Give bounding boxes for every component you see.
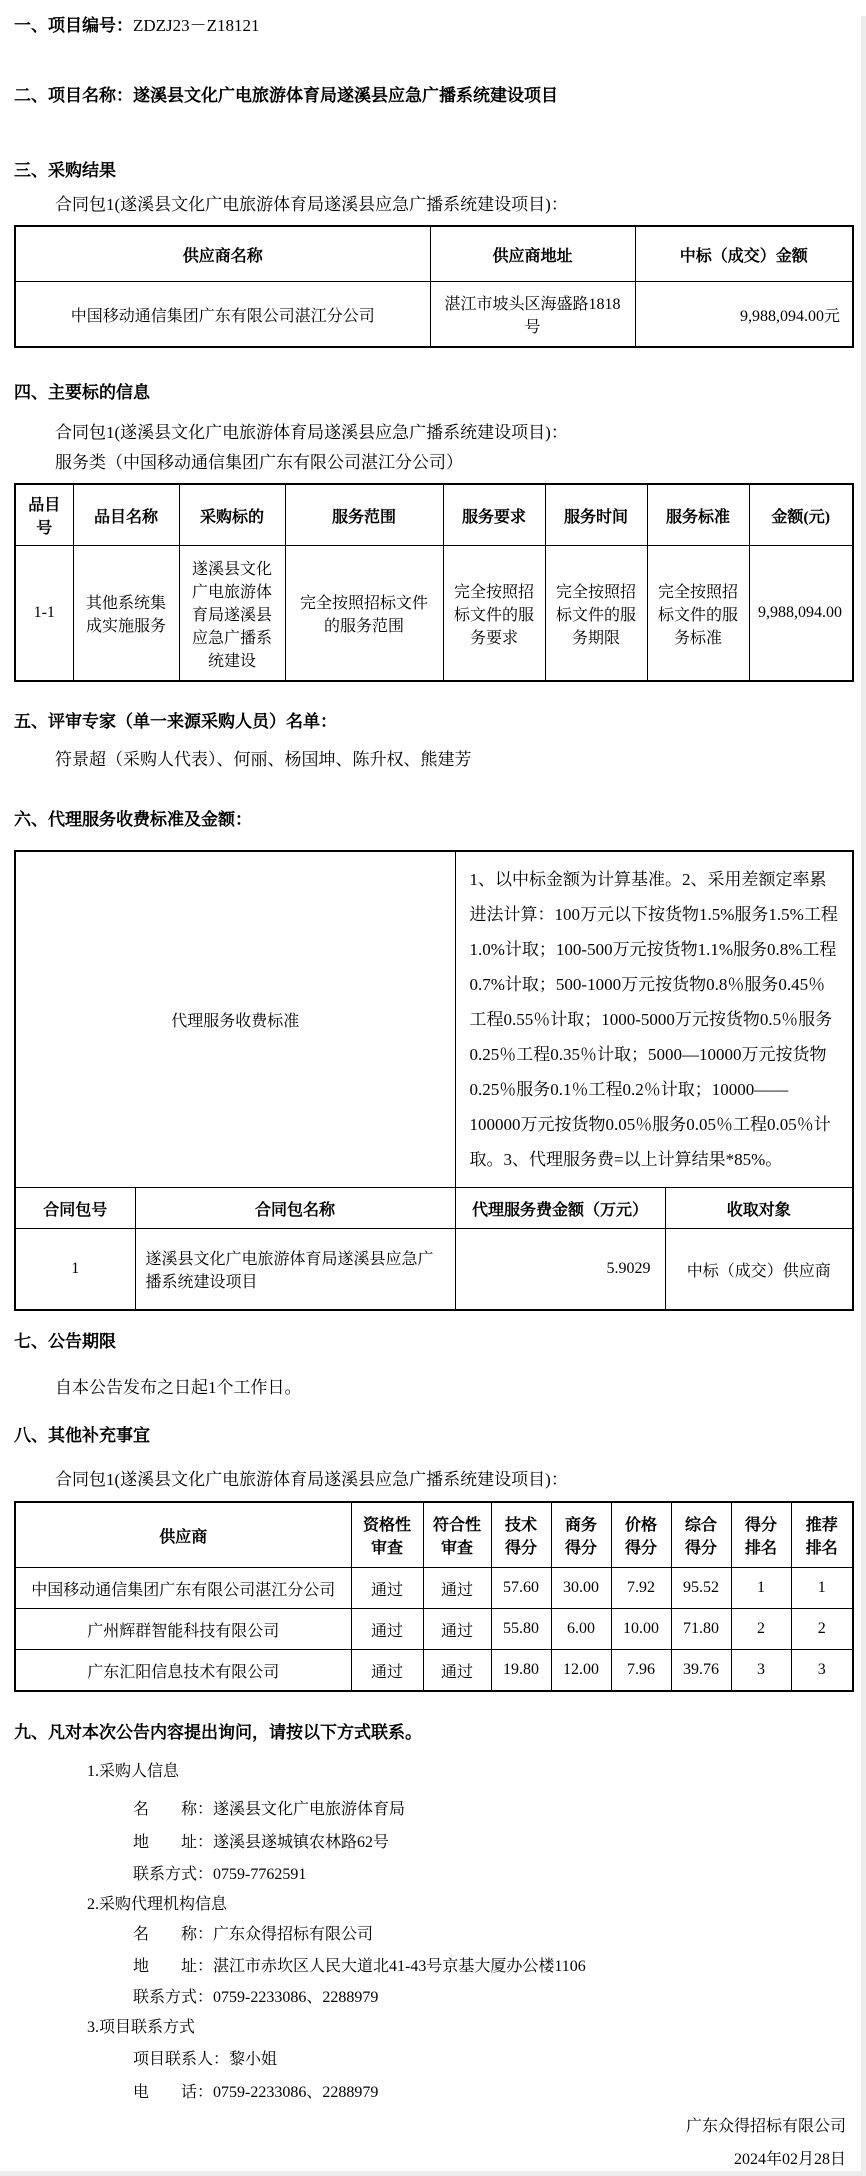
score-rank-cell: 2 — [731, 1609, 791, 1650]
recommend-rank-cell: 3 — [791, 1650, 853, 1692]
amount-header: 金额(元) — [749, 484, 853, 546]
subject-table — [14, 483, 854, 682]
service-standard-header: 服务标准 — [647, 484, 749, 546]
agency-address-value: 湛江市赤坎区人民大道北41-43号京基大厦办公楼1106 — [213, 1958, 586, 1975]
section-title-procurement-result: 三、采购结果 — [14, 161, 116, 180]
purchaser-phone-value: 0759-7762591 — [213, 1866, 307, 1883]
service-requirement-cell: 完全按照招标文件的服务要求 — [443, 546, 545, 682]
score-table-row — [15, 1650, 853, 1692]
fee-table-header-row — [15, 1188, 853, 1229]
supplier-header: 供应商 — [15, 1502, 351, 1568]
score-table-row — [15, 1568, 853, 1609]
project-phone-value: 0759-2233086、2288979 — [213, 2084, 379, 2101]
section-title-supplement: 八、其他补充事宜 — [14, 1426, 150, 1445]
supplier-name-header: 供应商名称 — [15, 226, 430, 282]
project-name-label: 二、项目名称： — [14, 86, 133, 105]
supplier-name-cell: 中国移动通信集团广东有限公司湛江分公司 — [15, 282, 430, 348]
project-contact-label: 项目联系人： — [133, 2051, 230, 2068]
expert-names: 符景超（采购人代表）、何丽、杨国坤、陈升权、熊建芳 — [55, 750, 472, 769]
project-number-line — [14, 16, 852, 36]
fee-standard-text-cell: 1、以中标金额为计算基准。2、采用差额定率累进法计算：100万元以下按货物1.5%服务1.5%工程1.0%计取；100-500万元按货物1.1%服务0.8%工程0.7%计取；500-1000万元按货物0.8％服务0.45％工程0.55％计取；1000-5000万元按货物0.5％服务0.25％工程0.35％计取；5000—10000万元按货物0.25％服务0.1％工程0.2％计取；10000——100000万元按货物0.05％服务0.05％工程0.05％计取。3、代理服务费=以上计算结果*85%。 — [455, 851, 853, 1188]
conformity-cell: 通过 — [423, 1568, 491, 1609]
agency-name-label: 名 称： — [133, 1926, 214, 1943]
commercial-score-cell: 12.00 — [551, 1650, 611, 1692]
recommend-rank-header: 推荐排名 — [791, 1502, 853, 1568]
project-name-line — [14, 86, 852, 106]
procurement-subject-header: 采购标的 — [179, 484, 285, 546]
price-score-cell: 7.92 — [611, 1568, 671, 1609]
supplier-cell: 广州辉群智能科技有限公司 — [15, 1609, 351, 1650]
package-line-supplement: 合同包1(遂溪县文化广电旅游体育局遂溪县应急广播系统建设项目)： — [55, 1470, 568, 1489]
fee-standard-row — [15, 851, 853, 1188]
technical-score-cell: 57.60 — [491, 1568, 551, 1609]
agency-info-heading: 2.采购代理机构信息 — [87, 1896, 228, 1913]
item-no-header: 品目号 — [15, 484, 73, 546]
technical-score-cell: 55.80 — [491, 1609, 551, 1650]
amount-cell: 9,988,094.00 — [749, 546, 853, 682]
project-contact-value: 黎小姐 — [229, 2051, 278, 2068]
purchaser-info-heading: 1.采购人信息 — [87, 1763, 180, 1780]
score-rank-header: 得分排名 — [731, 1502, 791, 1568]
agency-name-line — [133, 1925, 852, 1945]
agency-phone-label: 联系方式： — [133, 1989, 214, 2006]
supplier-cell: 广东汇阳信息技术有限公司 — [15, 1650, 351, 1692]
fee-payer-cell: 中标（成交）供应商 — [665, 1229, 853, 1311]
project-number-value: ZDZJ23－Z18121 — [133, 16, 260, 35]
agency-name-value: 广东众得招标有限公司 — [213, 1926, 374, 1943]
result-table — [14, 225, 854, 348]
price-score-cell: 10.00 — [611, 1609, 671, 1650]
composite-score-header: 综合得分 — [671, 1502, 731, 1568]
project-contact-heading: 3.项目联系方式 — [87, 2019, 196, 2036]
composite-score-cell: 95.52 — [671, 1568, 731, 1609]
announcement-page — [0, 16, 866, 2176]
project-phone-label: 电 话： — [133, 2084, 214, 2101]
project-name-value: 遂溪县文化广电旅游体育局遂溪县应急广播系统建设项目 — [133, 86, 558, 105]
section-title-experts: 五、评审专家（单一来源采购人员）名单： — [14, 712, 337, 731]
project-number-label: 一、项目编号： — [14, 16, 133, 35]
score-table-header-row — [15, 1502, 853, 1568]
score-rank-cell: 1 — [731, 1568, 791, 1609]
supplier-address-cell: 湛江市坡头区海盛路1818号 — [430, 282, 635, 348]
package-line-result: 合同包1(遂溪县文化广电旅游体育局遂溪县应急广播系统建设项目)： — [55, 195, 568, 214]
composite-score-cell: 71.80 — [671, 1609, 731, 1650]
award-amount-cell: 9,988,094.00元 — [635, 282, 853, 348]
conformity-cell: 通过 — [423, 1609, 491, 1650]
supplier-address-header: 供应商地址 — [430, 226, 635, 282]
composite-score-cell: 39.76 — [671, 1650, 731, 1692]
item-no-cell: 1-1 — [15, 546, 73, 682]
award-amount-header: 中标（成交）金额 — [635, 226, 853, 282]
recommend-rank-cell: 1 — [791, 1568, 853, 1609]
purchaser-phone-label: 联系方式： — [133, 1866, 214, 1883]
fee-table — [14, 850, 854, 1311]
fee-payer-header: 收取对象 — [665, 1188, 853, 1229]
fee-table-row — [15, 1229, 853, 1311]
result-table-header-row — [15, 226, 853, 282]
price-score-header: 价格得分 — [611, 1502, 671, 1568]
service-scope-header: 服务范围 — [285, 484, 443, 546]
result-table-row — [15, 282, 853, 348]
service-standard-cell: 完全按照招标文件的服务标准 — [647, 546, 749, 682]
purchaser-address-line — [133, 1833, 852, 1853]
project-phone-line — [133, 2083, 852, 2103]
recommend-rank-cell: 2 — [791, 1609, 853, 1650]
purchaser-address-label: 地 址： — [133, 1834, 214, 1851]
commercial-score-cell: 6.00 — [551, 1609, 611, 1650]
score-rank-cell: 3 — [731, 1650, 791, 1692]
project-contact-line — [133, 2050, 852, 2070]
purchaser-name-value: 遂溪县文化广电旅游体育局 — [213, 1801, 406, 1818]
agency-phone-value: 0759-2233086、2288979 — [213, 1989, 379, 2006]
commercial-score-header: 商务得分 — [551, 1502, 611, 1568]
footer-company: 广东众得招标有限公司 — [685, 2118, 846, 2135]
technical-score-cell: 19.80 — [491, 1650, 551, 1692]
purchaser-address-value: 遂溪县遂城镇农林路62号 — [213, 1834, 390, 1851]
agency-phone-line — [133, 1988, 852, 2008]
announcement-period-text: 自本公告发布之日起1个工作日。 — [55, 1378, 302, 1397]
package-name-header: 合同包名称 — [135, 1188, 455, 1229]
page-right-edge — [861, 16, 866, 2176]
package-no-header: 合同包号 — [15, 1188, 135, 1229]
fee-amount-cell: 5.9029 — [455, 1229, 665, 1311]
agency-address-line — [133, 1957, 852, 1977]
purchaser-name-label: 名 称： — [133, 1801, 214, 1818]
service-time-header: 服务时间 — [545, 484, 647, 546]
subject-table-row — [15, 546, 853, 682]
package-no-cell: 1 — [15, 1229, 135, 1311]
score-table — [14, 1501, 854, 1692]
page-bottom-edge — [0, 2171, 866, 2176]
technical-score-header: 技术得分 — [491, 1502, 551, 1568]
fee-standard-label-cell: 代理服务收费标准 — [15, 851, 455, 1188]
section-title-contact: 九、凡对本次公告内容提出询问，请按以下方式联系。 — [14, 1723, 422, 1742]
purchaser-phone-line — [133, 1865, 852, 1885]
qualification-cell: 通过 — [351, 1609, 423, 1650]
footer-date: 2024年02月28日 — [733, 2151, 846, 2168]
agency-address-label: 地 址： — [133, 1958, 214, 1975]
service-time-cell: 完全按照招标文件的服务期限 — [545, 546, 647, 682]
procurement-subject-cell: 遂溪县文化广电旅游体育局遂溪县应急广播系统建设 — [179, 546, 285, 682]
service-scope-cell: 完全按照招标文件的服务范围 — [285, 546, 443, 682]
package-name-cell: 遂溪县文化广电旅游体育局遂溪县应急广播系统建设项目 — [135, 1229, 455, 1311]
fee-amount-header: 代理服务费金额（万元） — [455, 1188, 665, 1229]
section-title-main-subject: 四、主要标的信息 — [14, 383, 150, 402]
qualification-review-header: 资格性审查 — [351, 1502, 423, 1568]
section-title-announcement-period: 七、公告期限 — [14, 1332, 116, 1351]
price-score-cell: 7.96 — [611, 1650, 671, 1692]
service-requirement-header: 服务要求 — [443, 484, 545, 546]
score-table-row — [15, 1609, 853, 1650]
supplier-cell: 中国移动通信集团广东有限公司湛江分公司 — [15, 1568, 351, 1609]
qualification-cell: 通过 — [351, 1650, 423, 1692]
subject-table-header-row — [15, 484, 853, 546]
category-line: 服务类（中国移动通信集团广东有限公司湛江分公司） — [55, 453, 463, 472]
conformity-cell: 通过 — [423, 1650, 491, 1692]
commercial-score-cell: 30.00 — [551, 1568, 611, 1609]
package-line-subject: 合同包1(遂溪县文化广电旅游体育局遂溪县应急广播系统建设项目)： — [55, 423, 568, 442]
purchaser-name-line — [133, 1800, 852, 1820]
item-name-cell: 其他系统集成实施服务 — [73, 546, 179, 682]
item-name-header: 品目名称 — [73, 484, 179, 546]
qualification-cell: 通过 — [351, 1568, 423, 1609]
section-title-agency-fee: 六、代理服务收费标准及金额： — [14, 810, 252, 829]
conformity-review-header: 符合性审查 — [423, 1502, 491, 1568]
